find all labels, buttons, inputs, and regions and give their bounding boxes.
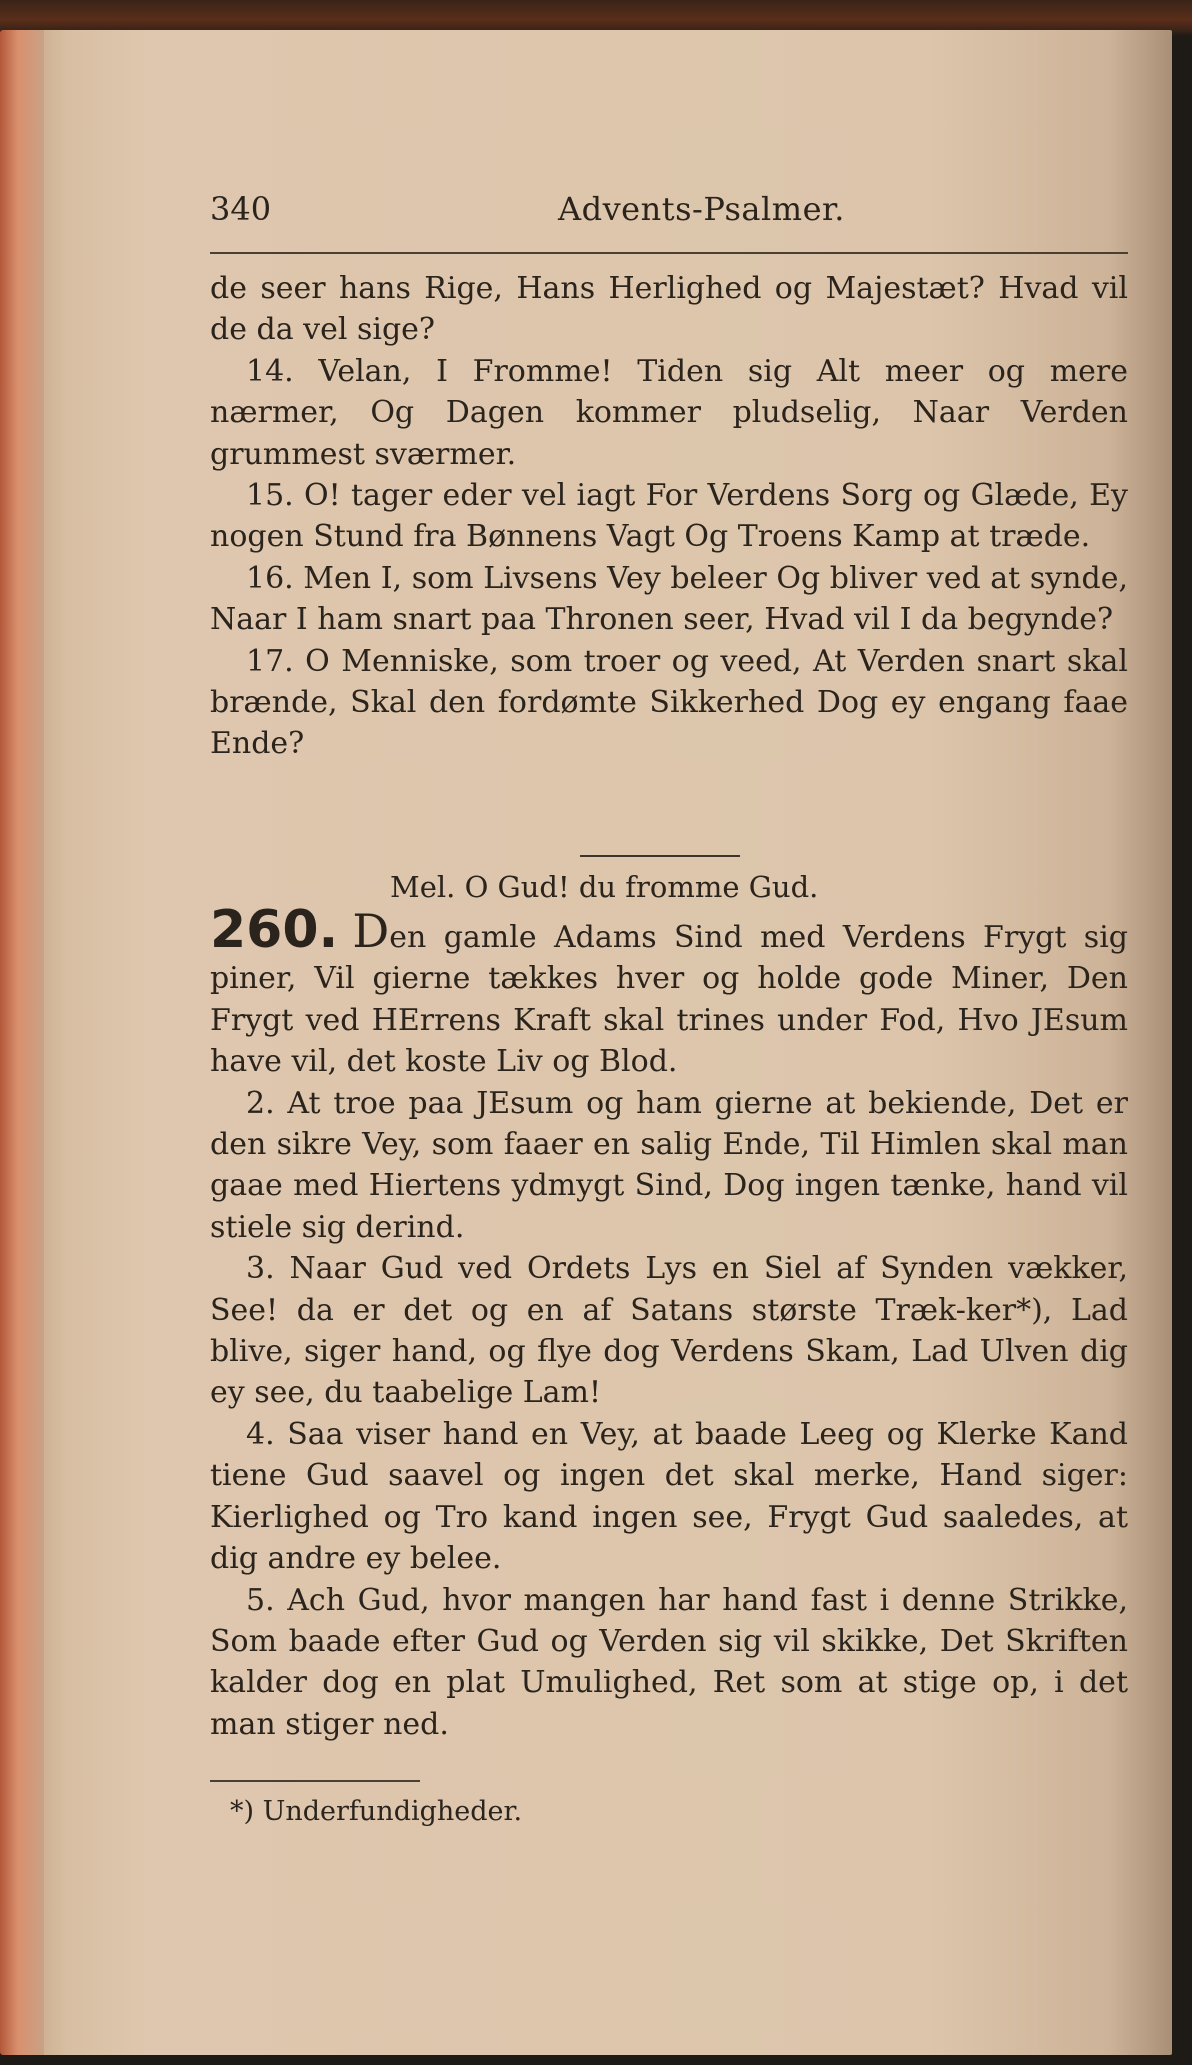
verse-16: 16. Men I, som Livsens Vey beleer Og bliver ved at synde, Naar I ham snart paa Thronen seer, Hvad vil I da begynde? — [210, 560, 1128, 638]
verse-17: 17. O Menniske, som troer og veed, At Verden snart skal brænde, Skal den fordømte Sikkerhed Dog ey engang faae Ende? — [210, 643, 1128, 762]
drop-initial: D — [352, 904, 390, 958]
hymn-number: 260. — [210, 900, 339, 960]
previous-hymn-continuation — [210, 268, 1128, 765]
hymn-260 — [210, 900, 1128, 1745]
running-head: Advents-Psalmer. — [558, 190, 845, 228]
page-number: 340 — [210, 190, 272, 228]
hymn-verse-3: 3. Naar Gud ved Ordets Lys en Siel af Synden vækker, See! da er det og en af Satans største Træk-ker*), Lad blive, siger hand, og flye dog Verdens Skam, Lad Ulven dig ey see, du taabelige Lam! — [210, 1251, 1128, 1411]
verse-14: 14. Velan, I Fromme! Tiden sig Alt meer og mere nærmer, Og Dagen kommer pludselig, Naar Verden grummest sværmer. — [210, 353, 1128, 472]
verse-15: 15. O! tager eder vel iagt For Verdens Sorg og Glæde, Ey nogen Stund fra Bønnens Vagt Og Troens Kamp at træde. — [210, 478, 1128, 555]
verse-continuation: de seer hans Rige, Hans Herlighed og Majestæt? Hvad vil de da vel sige? — [210, 271, 1128, 348]
hymn-verse-4: 4. Saa viser hand en Vey, at baade Leeg og Klerke Kand tiene Gud saavel og ingen det skal merke, Hand siger: Kierlighed og Tro kand ingen see, Frygt Gud saaledes, at dig andre ey belee. — [210, 1416, 1128, 1577]
hymn-verse-1-text: en gamle Adams Sind med Verdens Frygt sig piner, Vil gierne tækkes hver og holde gode Miner, Den Frygt ved HErrens Kraft skal trines under Fod, Hvo JEsum have vil, det koste Liv og Blod. — [210, 920, 1128, 1080]
hymn-verse-1 — [210, 900, 1128, 1083]
hymn-verse-5: 5. Ach Gud, hvor mangen har hand fast i denne Strikke, Som baade efter Gud og Verden sig vil skikke, Det Skriften kalder dog en plat Umulighed, Ret som at stige op, i det man stiger ned. — [210, 1582, 1128, 1742]
melody-line: Mel. O Gud! du fromme Gud. — [390, 870, 819, 904]
header-rule — [210, 252, 1128, 254]
page-header — [210, 190, 1130, 250]
footnote-rule — [210, 1780, 420, 1782]
hymn-separator — [580, 855, 740, 857]
footnote: *) Underfundigheder. — [230, 1796, 523, 1827]
page-edge — [0, 30, 44, 2055]
hymn-verse-2: 2. At troe paa JEsum og ham gierne at bekiende, Det er den sikre Vey, som faaer en salig Ende, Til Himlen skal man gaae med Hiertens ydmygt Sind, Dog ingen tænke, hand vil stiele sig derind. — [210, 1085, 1128, 1245]
